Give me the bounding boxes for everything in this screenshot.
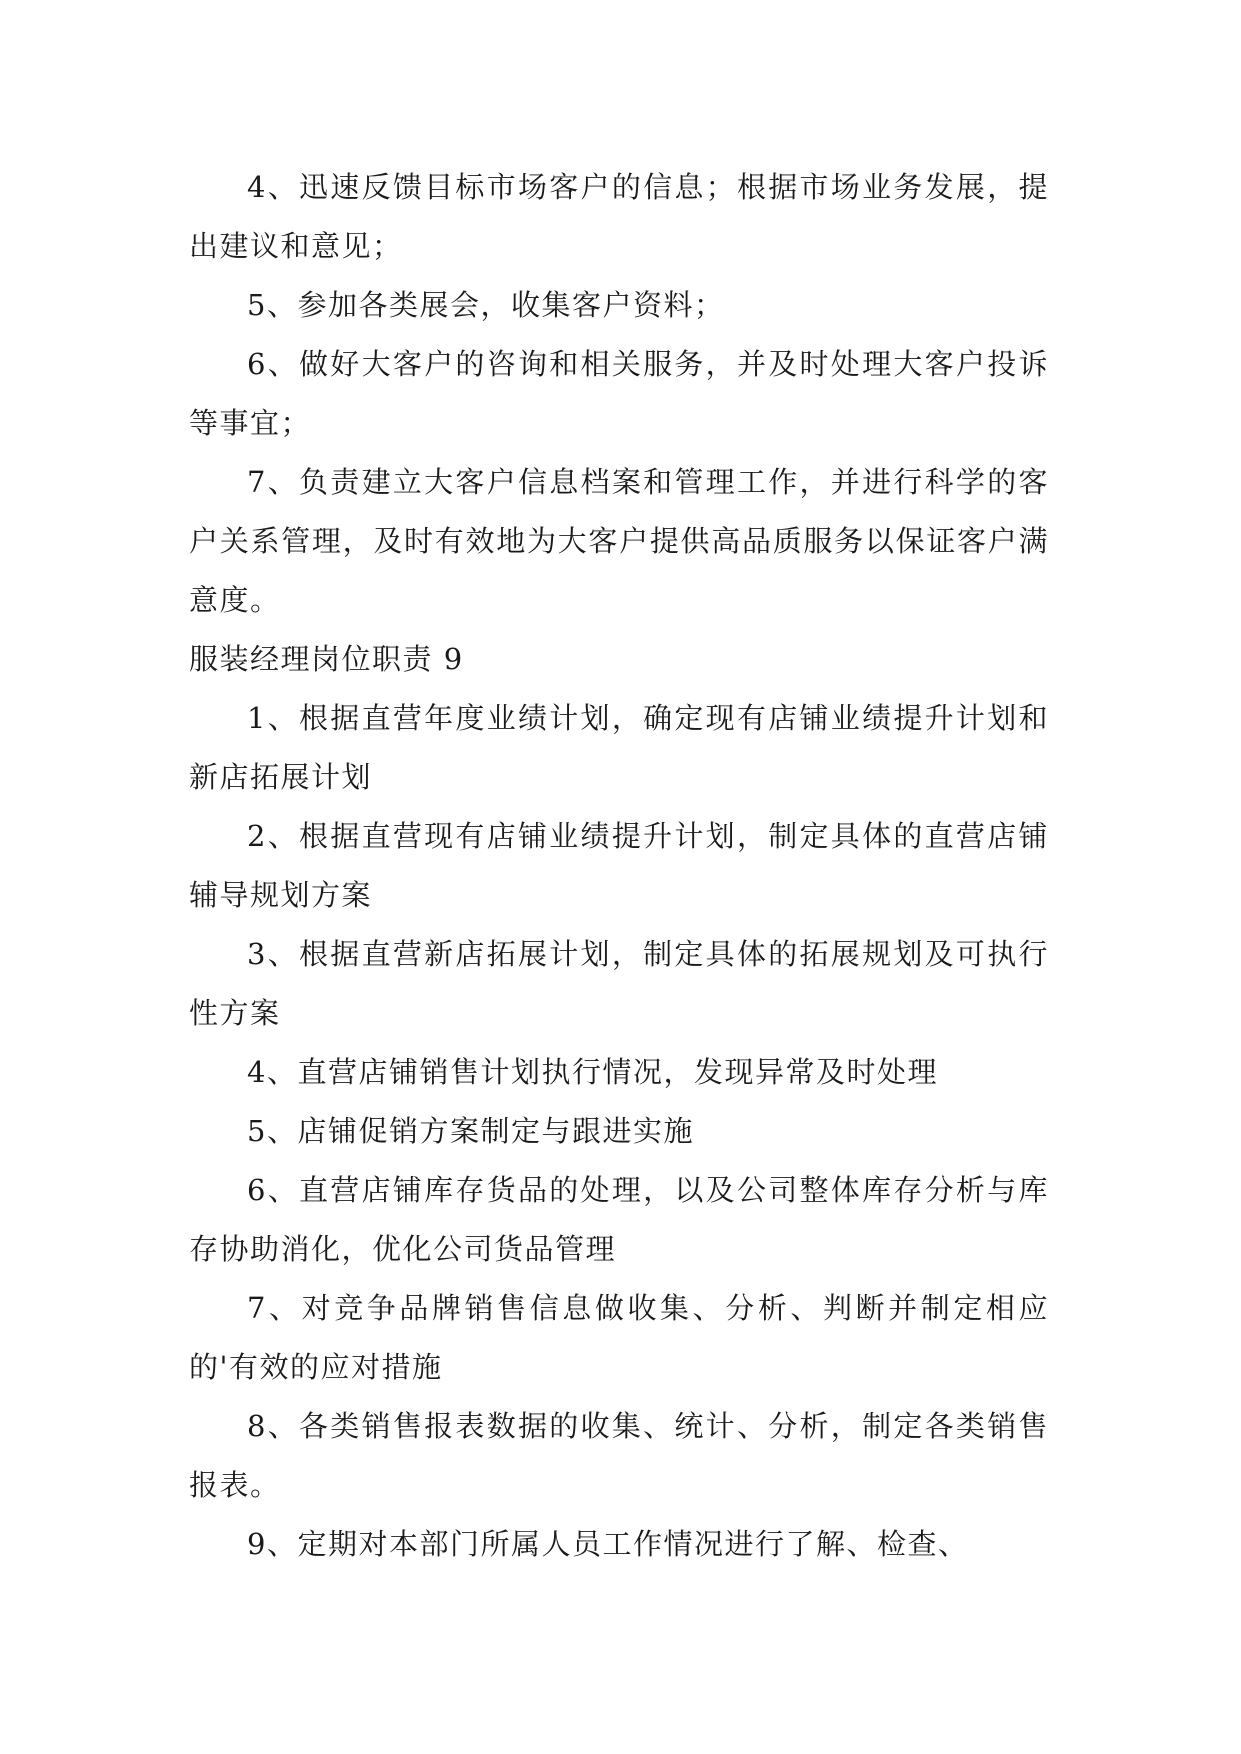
paragraph-item-5: 5、参加各类展会，收集客户资料； — [247, 288, 725, 322]
paragraph-item-4: 4、迅速反馈目标市场客户的信息；根据市场业务发展，提出建议和意见； — [189, 170, 1049, 263]
document-body — [189, 158, 1049, 1574]
section-item-2: 2、根据直营现有店铺业绩提升计划，制定具体的直营店铺辅导规划方案 — [189, 819, 1049, 912]
section-item-3: 3、根据直营新店拓展计划，制定具体的拓展规划及可执行性方案 — [189, 937, 1049, 1030]
section-item-1: 1、根据直营年度业绩计划，确定现有店铺业绩提升计划和新店拓展计划 — [189, 701, 1049, 794]
section-item-4: 4、直营店铺销售计划执行情况，发现异常及时处理 — [247, 1055, 938, 1089]
paragraph-item-6: 6、做好大客户的咨询和相关服务，并及时处理大客户投诉等事宜； — [189, 347, 1049, 440]
section-item-5: 5、店铺促销方案制定与跟进实施 — [247, 1114, 694, 1148]
section-heading: 服装经理岗位职责 9 — [189, 642, 464, 676]
section-item-8: 8、各类销售报表数据的收集、统计、分析，制定各类销售报表。 — [189, 1409, 1049, 1502]
section-item-9: 9、定期对本部门所属人员工作情况进行了解、检查、 — [247, 1527, 969, 1561]
paragraph-item-7: 7、负责建立大客户信息档案和管理工作，并进行科学的客户关系管理，及时有效地为大客户提供高品质服务以保证客户满意度。 — [189, 465, 1049, 617]
section-item-6: 6、直营店铺库存货品的处理，以及公司整体库存分析与库存协助消化，优化公司货品管理 — [189, 1173, 1049, 1266]
section-item-7: 7、对竞争品牌销售信息做收集、分析、判断并制定相应的'有效的应对措施 — [189, 1291, 1049, 1384]
